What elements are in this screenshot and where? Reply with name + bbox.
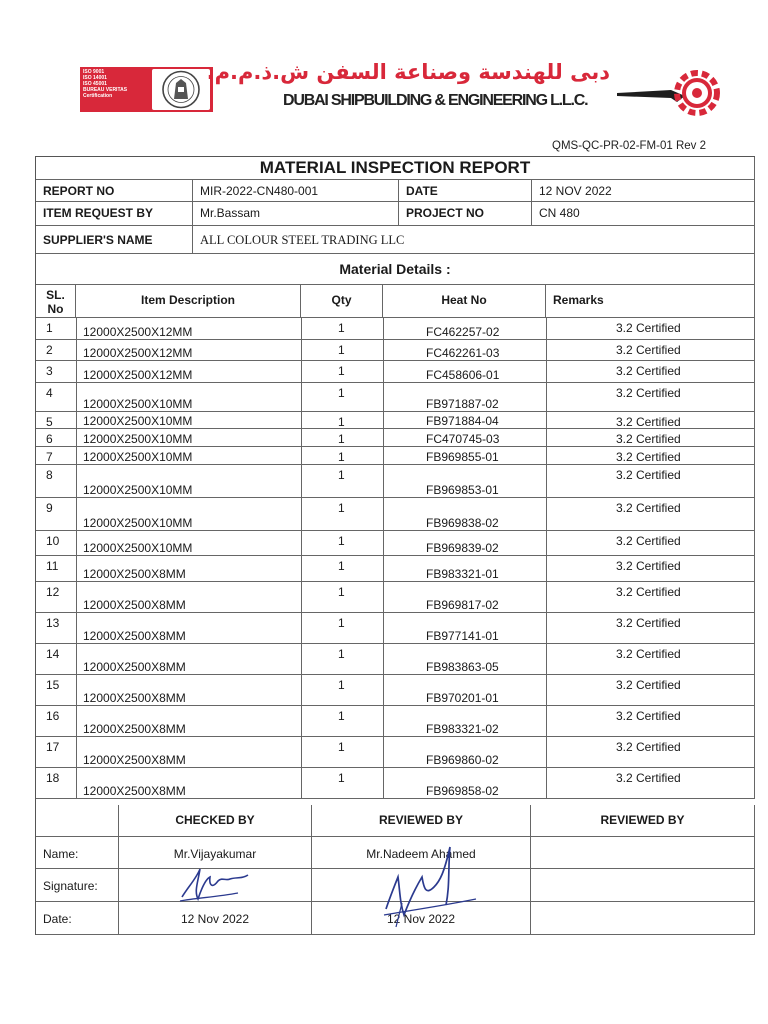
date-value: 12 NOV 2022	[532, 180, 755, 202]
reviewed-by-signature-cell-2	[531, 869, 755, 902]
material-row	[36, 340, 755, 361]
row-qty: 1	[338, 740, 345, 754]
column-divider	[383, 318, 384, 799]
row-sl-no: 16	[46, 709, 60, 723]
row-remarks: 3.2 Certified	[616, 740, 681, 754]
signature-label: Signature:	[36, 869, 119, 902]
row-heat-no: FB969853-01	[426, 483, 499, 497]
column-divider	[301, 318, 302, 799]
row-remarks: 3.2 Certified	[616, 559, 681, 573]
row-sl-no: 2	[46, 343, 53, 357]
row-heat-no: FB969855-01	[426, 450, 499, 464]
row-sl-no: 15	[46, 678, 60, 692]
col-header-sl-no: SL. No	[36, 285, 76, 318]
row-item-description: 12000X2500X10MM	[83, 432, 193, 446]
inspection-report-form	[35, 156, 755, 935]
reviewed-by-header: REVIEWED BY	[312, 805, 531, 837]
material-details-title: Material Details :	[36, 254, 755, 285]
row-qty: 1	[338, 709, 345, 723]
row-item-description: 12000X2500X10MM	[83, 516, 193, 530]
row-sl-no: 8	[46, 468, 53, 482]
row-sl-no: 4	[46, 386, 53, 400]
checked-by-signature-icon	[176, 857, 256, 912]
material-row	[36, 383, 755, 412]
row-qty: 1	[338, 771, 345, 785]
row-heat-no: FB969858-02	[426, 784, 499, 798]
cert-lines: ISO 9001 ISO 14001 ISO 45001 BUREAU VERITAS Certification	[83, 69, 128, 99]
material-row	[36, 737, 755, 768]
date-row-label: Date:	[36, 902, 119, 935]
row-qty: 1	[338, 559, 345, 573]
supplier-value: ALL COLOUR STEEL TRADING LLC	[193, 226, 755, 254]
row-item-description: 12000X2500X8MM	[83, 598, 186, 612]
col-header-item-description: Item Description	[76, 285, 301, 318]
material-row	[36, 644, 755, 675]
supplier-label: SUPPLIER'S NAME	[36, 226, 193, 254]
report-no-value: MIR-2022-CN480-001	[193, 180, 399, 202]
row-sl-no: 3	[46, 364, 53, 378]
material-row	[36, 613, 755, 644]
bureau-veritas-seal-icon	[152, 69, 210, 110]
row-sl-no: 14	[46, 647, 60, 661]
row-remarks: 3.2 Certified	[616, 585, 681, 599]
document-code: QMS-QC-PR-02-FM-01 Rev 2	[552, 140, 706, 152]
material-row	[36, 318, 755, 340]
row-item-description: 12000X2500X8MM	[83, 660, 186, 674]
checked-by-date: 12 Nov 2022	[119, 902, 312, 935]
row-remarks: 3.2 Certified	[616, 364, 681, 378]
reviewed-by-date-2	[531, 902, 755, 935]
material-row	[36, 582, 755, 613]
reviewed-by-signature-icon	[376, 837, 486, 932]
reviewed-by-name-2	[531, 837, 755, 869]
row-sl-no: 12	[46, 585, 60, 599]
row-remarks: 3.2 Certified	[616, 468, 681, 482]
row-qty: 1	[338, 321, 345, 335]
column-divider	[754, 318, 755, 799]
row-heat-no: FB971884-04	[426, 414, 499, 428]
col-header-remarks: Remarks	[546, 285, 755, 318]
item-request-value: Mr.Bassam	[193, 202, 399, 226]
row-remarks: 3.2 Certified	[616, 386, 681, 400]
row-sl-no: 1	[46, 321, 53, 335]
row-heat-no: FB971887-02	[426, 397, 499, 411]
row-item-description: 12000X2500X12MM	[83, 325, 193, 339]
row-sl-no: 18	[46, 771, 60, 785]
report-no-label: REPORT NO	[36, 180, 193, 202]
checked-by-header: CHECKED BY	[119, 805, 312, 837]
material-row	[36, 429, 755, 447]
row-item-description: 12000X2500X10MM	[83, 397, 193, 411]
date-label: DATE	[399, 180, 532, 202]
material-row	[36, 447, 755, 465]
material-row	[36, 465, 755, 498]
row-heat-no: FC470745-03	[426, 432, 500, 446]
project-no-value: CN 480	[532, 202, 755, 226]
row-remarks: 3.2 Certified	[616, 771, 681, 785]
row-item-description: 12000X2500X10MM	[83, 450, 193, 464]
material-row	[36, 412, 755, 429]
row-sl-no: 7	[46, 450, 53, 464]
row-heat-no: FB983321-01	[426, 567, 499, 581]
row-qty: 1	[338, 432, 345, 446]
ship-gear-logo-icon	[615, 62, 727, 124]
row-heat-no: FB969817-02	[426, 598, 499, 612]
checked-by-name: Mr.Vijayakumar	[119, 837, 312, 869]
row-qty: 1	[338, 585, 345, 599]
column-divider	[546, 318, 547, 799]
row-remarks: 3.2 Certified	[616, 432, 681, 446]
row-qty: 1	[338, 647, 345, 661]
reviewed-by-date: 12 Nov 2022	[312, 902, 531, 935]
material-row	[36, 706, 755, 737]
material-row	[36, 531, 755, 556]
row-qty: 1	[338, 534, 345, 548]
row-heat-no: FC462261-03	[426, 346, 500, 360]
material-row	[36, 361, 755, 383]
row-sl-no: 5	[46, 415, 53, 429]
row-remarks: 3.2 Certified	[616, 501, 681, 515]
material-row	[36, 556, 755, 582]
row-item-description: 12000X2500X12MM	[83, 346, 193, 360]
col-header-qty: Qty	[301, 285, 383, 318]
col-header-heat-no: Heat No	[383, 285, 546, 318]
column-divider	[76, 318, 77, 799]
row-qty: 1	[338, 616, 345, 630]
row-heat-no: FC458606-01	[426, 368, 500, 382]
row-heat-no: FB969839-02	[426, 541, 499, 555]
row-remarks: 3.2 Certified	[616, 534, 681, 548]
row-item-description: 12000X2500X8MM	[83, 629, 186, 643]
company-name-english: DUBAI SHIPBUILDING & ENGINEERING L.L.C.	[283, 92, 588, 109]
material-row	[36, 675, 755, 706]
row-item-description: 12000X2500X8MM	[83, 753, 186, 767]
row-qty: 1	[338, 415, 345, 429]
row-qty: 1	[338, 343, 345, 357]
row-item-description: 12000X2500X12MM	[83, 368, 193, 382]
row-sl-no: 9	[46, 501, 53, 515]
row-item-description: 12000X2500X8MM	[83, 567, 186, 581]
row-sl-no: 11	[46, 559, 59, 573]
reviewed-by-name: Mr.Nadeem Ahamed	[312, 837, 531, 869]
approval-corner-cell	[36, 805, 119, 837]
reviewed-by-header-2: REVIEWED BY	[531, 805, 755, 837]
row-heat-no: FC462257-02	[426, 325, 500, 339]
row-heat-no: FB983321-02	[426, 722, 499, 736]
row-remarks: 3.2 Certified	[616, 616, 681, 630]
company-name-arabic: دبى للهندسة وصناعة السفن ش.ذ.م.م.	[206, 60, 610, 84]
row-remarks: 3.2 Certified	[616, 343, 681, 357]
row-remarks: 3.2 Certified	[616, 450, 681, 464]
row-sl-no: 10	[46, 534, 60, 548]
letterhead	[0, 0, 768, 152]
row-heat-no: FB983863-05	[426, 660, 499, 674]
row-item-description: 12000X2500X8MM	[83, 784, 186, 798]
row-qty: 1	[338, 468, 345, 482]
report-title: MATERIAL INSPECTION REPORT	[36, 157, 755, 180]
row-item-description: 12000X2500X8MM	[83, 722, 186, 736]
row-item-description: 12000X2500X10MM	[83, 483, 193, 497]
row-heat-no: FB969860-02	[426, 753, 499, 767]
row-heat-no: FB969838-02	[426, 516, 499, 530]
row-qty: 1	[338, 678, 345, 692]
name-label: Name:	[36, 837, 119, 869]
row-remarks: 3.2 Certified	[616, 678, 681, 692]
row-remarks: 3.2 Certified	[616, 647, 681, 661]
row-item-description: 12000X2500X10MM	[83, 541, 193, 555]
row-item-description: 12000X2500X10MM	[83, 414, 193, 428]
certification-badge	[80, 67, 213, 112]
row-sl-no: 13	[46, 616, 60, 630]
item-request-label: ITEM REQUEST BY	[36, 202, 193, 226]
material-row	[36, 768, 755, 799]
row-item-description: 12000X2500X8MM	[83, 691, 186, 705]
row-qty: 1	[338, 501, 345, 515]
row-heat-no: FB970201-01	[426, 691, 499, 705]
row-qty: 1	[338, 364, 345, 378]
row-qty: 1	[338, 450, 345, 464]
row-sl-no: 6	[46, 432, 53, 446]
row-remarks: 3.2 Certified	[616, 415, 681, 429]
row-remarks: 3.2 Certified	[616, 321, 681, 335]
row-qty: 1	[338, 386, 345, 400]
project-no-label: PROJECT NO	[399, 202, 532, 226]
material-row	[36, 498, 755, 531]
row-sl-no: 17	[46, 740, 60, 754]
row-remarks: 3.2 Certified	[616, 709, 681, 723]
row-heat-no: FB977141-01	[426, 629, 499, 643]
